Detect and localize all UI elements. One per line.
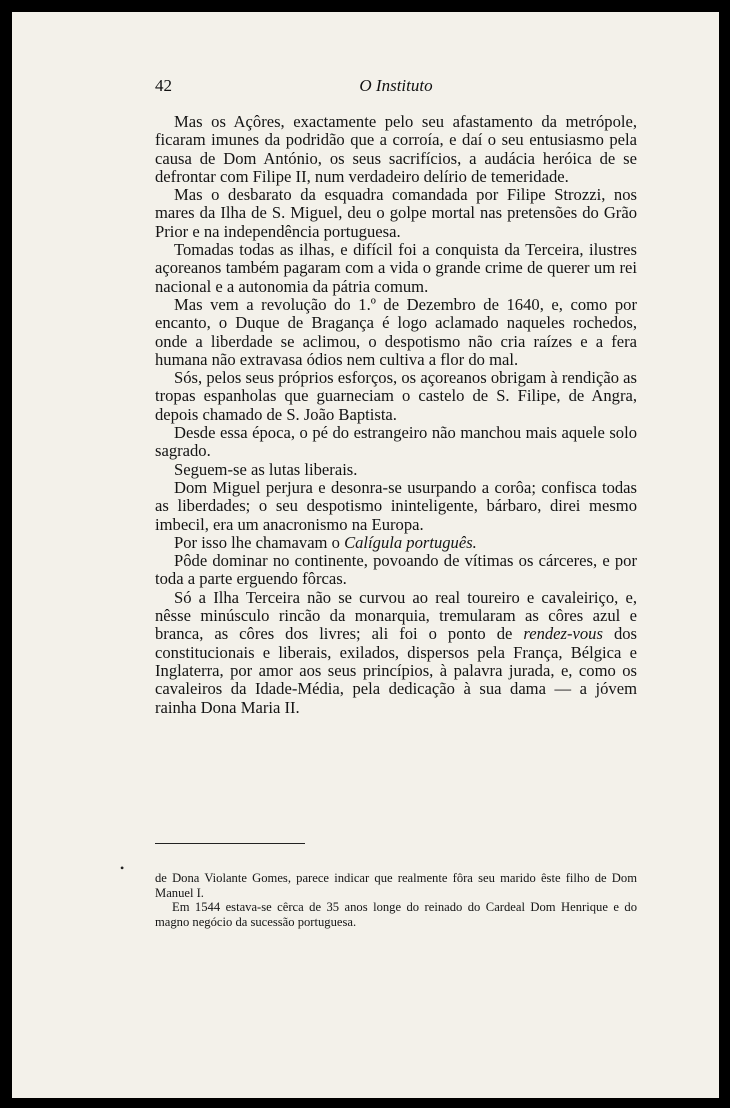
- italic-phrase: Calígula português.: [344, 532, 477, 552]
- italic-phrase: rendez-vous: [523, 624, 603, 644]
- paragraph: Mas os Açôres, exactamente pelo seu afastamento da metrópole, ficaram imunes da podridão que a corroía, e daí o seu entusiasmo pela causa de Dom António, os seus sacrifícios, a audácia heróica de se defrontar com Filipe II, num verdadeiro delírio de temeridade.: [155, 112, 637, 186]
- paragraph-text: dos constitucionais e liberais, exilados, dispersos pela França, Bélgica e Inglaterra, por amor aos seus princípios, à palavra jurada, e, como os cavaleiros da Idade-Média, pela dedicação à sua dama — a jóvem rainha Dona Maria II.: [155, 624, 638, 717]
- page-header: [155, 76, 637, 100]
- running-title: O Instituto: [359, 76, 433, 95]
- footnote-line: Em 1544 estava-se cêrca de 35 anos longe do reinado do Cardeal Dom Henrique e do magno negócio da sucessão portuguesa.: [155, 900, 637, 929]
- footnotes: [155, 871, 637, 929]
- paragraph: Dom Miguel perjura e desonra-se usurpando a corôa; confisca todas as liberdades; o seu despotismo ininteligente, bárbaro, direi mesmo imbecil, era um anacronismo na Europa.: [155, 477, 637, 534]
- paragraph: Seguem-se as lutas liberais.: [174, 459, 358, 479]
- body-text: [155, 113, 637, 717]
- paragraph: Pôde dominar no continente, povoando de vítimas os cárceres, e por toda a parte erguendo fôrcas.: [155, 551, 637, 589]
- margin-mark-icon: •: [120, 861, 125, 875]
- footnote-rule: [155, 843, 305, 844]
- paragraph: [155, 534, 637, 552]
- paragraph: Mas o desbarato da esquadra comandada por Filipe Strozzi, nos mares da Ilha de S. Miguel, deu o golpe mortal nas pretensões do Grão Prior e na independência portuguesa.: [155, 185, 637, 241]
- paragraph: [155, 589, 637, 717]
- paragraph: Desde essa época, o pé do estrangeiro não manchou mais aquele solo sagrado.: [155, 423, 637, 461]
- paragraph: Sós, pelos seus próprios esforços, os açoreanos obrigam à rendição as tropas espanholas que guarneciam o castelo de S. Filipe, de Angra, depois chamado de S. João Baptista.: [155, 368, 637, 424]
- page-number: 42: [155, 76, 172, 95]
- paragraph-text: Só a Ilha Terceira não se curvou ao real toureiro e cavaleiriço, e, nêsse minúsculo rincão da monarquia, tremularam as côres azul e branca, as côres dos livres; ali foi o ponto de: [155, 587, 637, 644]
- book-page: [12, 12, 719, 1098]
- paragraph: Tomadas todas as ilhas, e difícil foi a conquista da Terceira, ilustres açoreanos também pagaram com a vida o grande crime de querer um rei nacional e a autonomia da pátria comum.: [155, 240, 637, 296]
- paragraph: Mas vem a revolução do 1.º de Dezembro de 1640, e, como por encanto, o Duque de Bragança é logo aclamado naqueles rochedos, onde a liberdade se aclimou, o despotismo não cria raízes e a fera humana não extravasa ódios nem cultiva a flor do mal.: [155, 294, 637, 369]
- footnote-line: de Dona Violante Gomes, parece indicar que realmente fôra seu marido êste filho de Dom Manuel I.: [155, 871, 637, 900]
- paragraph-text: Por isso lhe chamavam o: [174, 532, 340, 552]
